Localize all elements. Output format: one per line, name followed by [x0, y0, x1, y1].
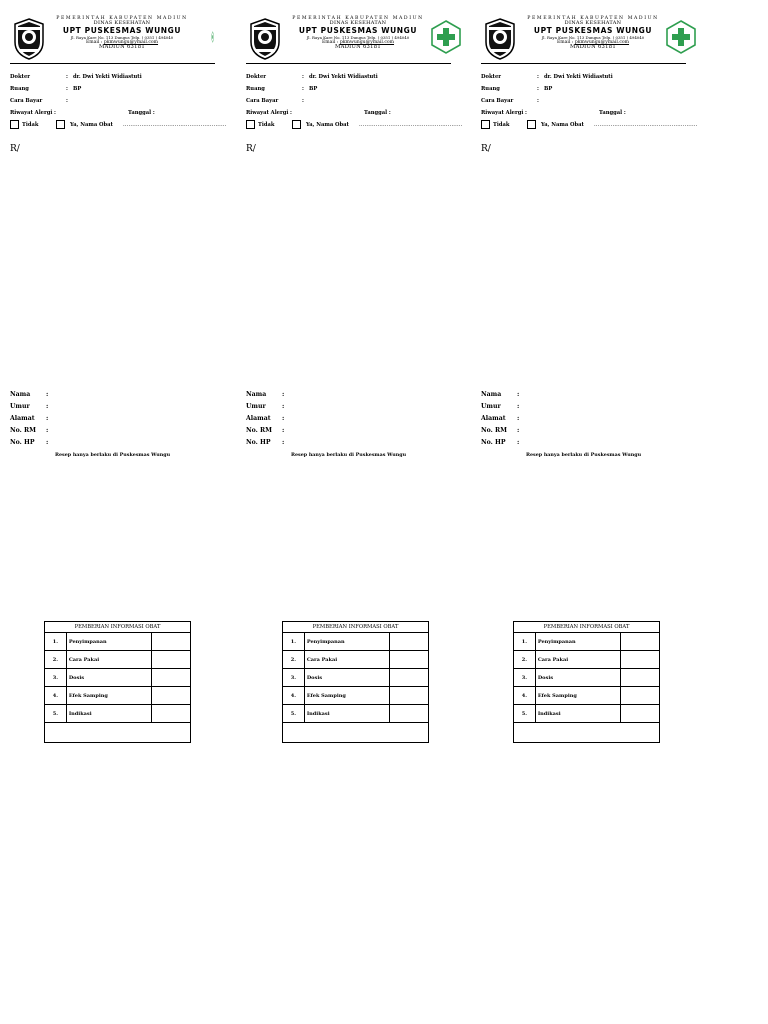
- clinic-city: MADIUN 63181: [335, 44, 381, 51]
- prescription-fields: [246, 74, 461, 134]
- prescription-slip-2: [246, 0, 461, 470]
- umur-label: Umur: [481, 403, 501, 410]
- drug-info-title: PEMBERIAN INFORMASI OBAT: [283, 622, 429, 633]
- colon: :: [46, 403, 49, 410]
- tanggal-label: Tanggal :: [364, 110, 391, 116]
- clinic-name: UPT PUSKESMAS WUNGU: [533, 26, 653, 36]
- colon: :: [282, 415, 285, 422]
- colon: :: [302, 86, 304, 92]
- tidak-label: Tidak: [22, 122, 39, 128]
- colon: :: [66, 98, 68, 104]
- check-cell[interactable]: [621, 705, 660, 723]
- signature-cell[interactable]: [514, 723, 660, 743]
- letterhead-text: [519, 16, 667, 51]
- no-rm-label: No. RM: [10, 427, 36, 434]
- info-item-indikasi: Indikasi: [304, 705, 390, 723]
- ruang-value: BP: [309, 86, 318, 92]
- clinic-city: MADIUN 63181: [570, 44, 616, 51]
- ruang-label: Ruang: [246, 86, 265, 92]
- info-item-cara-pakai: Cara Pakai: [66, 651, 152, 669]
- dokter-row: [481, 74, 696, 86]
- ya-checkbox[interactable]: [527, 120, 536, 129]
- riwayat-alergi-label: Riwayat Alergi: [246, 110, 289, 116]
- ruang-value: BP: [544, 86, 553, 92]
- info-item-penyimpanan: Penyimpanan: [535, 633, 621, 651]
- colon: :: [290, 110, 292, 116]
- riwayat-alergi-row: [481, 110, 696, 122]
- info-item-penyimpanan: Penyimpanan: [66, 633, 152, 651]
- check-cell[interactable]: [152, 651, 191, 669]
- letterhead: [481, 16, 686, 64]
- validity-note: Resep hanya berlaku di Puskesmas Wungu: [526, 452, 642, 458]
- no-rm-label: No. RM: [246, 427, 272, 434]
- ya-label: Ya, Nama Obat: [70, 122, 113, 128]
- patient-fields: [246, 391, 461, 451]
- nama-label: Nama: [246, 391, 267, 398]
- email-label: Email :: [85, 40, 104, 46]
- check-cell[interactable]: [152, 705, 191, 723]
- item-number: 2.: [45, 651, 67, 669]
- colon: :: [46, 427, 49, 434]
- colon: :: [537, 74, 539, 80]
- letterhead-text: [48, 16, 196, 51]
- ya-checkbox[interactable]: [56, 120, 65, 129]
- ruang-label: Ruang: [10, 86, 29, 92]
- letterhead-text: [284, 16, 432, 51]
- puskesmas-cross-icon: [211, 20, 221, 54]
- item-number: 2.: [514, 651, 536, 669]
- allergy-choice-row: [481, 122, 696, 134]
- colon: :: [66, 86, 68, 92]
- ya-label: Ya, Nama Obat: [306, 122, 349, 128]
- email-label: Email :: [556, 40, 575, 46]
- item-number: 5.: [283, 705, 305, 723]
- tidak-checkbox[interactable]: [10, 120, 19, 129]
- email-label: Email :: [321, 40, 340, 46]
- no-hp-label: No. HP: [246, 439, 271, 446]
- validity-note: Resep hanya berlaku di Puskesmas Wungu: [291, 452, 407, 458]
- validity-note: Resep hanya berlaku di Puskesmas Wungu: [55, 452, 171, 458]
- check-cell[interactable]: [152, 669, 191, 687]
- ruang-row: [10, 86, 225, 98]
- item-number: 2.: [283, 651, 305, 669]
- umur-label: Umur: [10, 403, 30, 410]
- colon: :: [46, 415, 49, 422]
- tanggal-label: Tanggal :: [128, 110, 155, 116]
- clinic-address: Jl. Raya Kare No. 113 Dungus Telp. ( 0351 ) 494040: [541, 34, 645, 40]
- colon: :: [302, 98, 304, 104]
- colon: :: [282, 439, 285, 446]
- no-hp-label: No. HP: [481, 439, 506, 446]
- info-item-indikasi: Indikasi: [535, 705, 621, 723]
- check-cell[interactable]: [621, 633, 660, 651]
- prescription-slip-1: [10, 0, 225, 470]
- umur-label: Umur: [246, 403, 266, 410]
- colon: :: [46, 391, 49, 398]
- dokter-value: dr. Dwi Yekti Widiastuti: [309, 74, 378, 80]
- dokter-label: Dokter: [246, 74, 266, 80]
- dokter-label: Dokter: [10, 74, 30, 80]
- colon: :: [302, 74, 304, 80]
- drug-name-line: ........................................................: [594, 122, 698, 128]
- drug-info-table-2: [282, 621, 429, 743]
- dokter-row: [10, 74, 225, 86]
- item-number: 5.: [514, 705, 536, 723]
- rx-symbol: R/: [246, 144, 256, 154]
- colon: :: [517, 403, 520, 410]
- allergy-choice-row: [10, 122, 225, 134]
- ruang-label: Ruang: [481, 86, 500, 92]
- colon: :: [517, 439, 520, 446]
- prescription-slip-3: [481, 0, 696, 470]
- department-name: DINAS KESEHATAN: [564, 20, 622, 27]
- signature-cell[interactable]: [283, 723, 429, 743]
- tanggal-label: Tanggal :: [599, 110, 626, 116]
- alamat-label: Alamat: [10, 415, 35, 422]
- check-cell[interactable]: [621, 669, 660, 687]
- header-rule: [246, 63, 451, 64]
- colon: :: [46, 439, 49, 446]
- check-cell[interactable]: [152, 687, 191, 705]
- colon: :: [282, 391, 285, 398]
- nama-label: Nama: [481, 391, 502, 398]
- clinic-name: UPT PUSKESMAS WUNGU: [298, 26, 418, 36]
- regency-emblem-icon: [12, 18, 46, 60]
- government-name: PEMERINTAH KABUPATEN MADIUN: [527, 16, 659, 21]
- government-name: PEMERINTAH KABUPATEN MADIUN: [292, 16, 424, 21]
- signature-cell[interactable]: [45, 723, 191, 743]
- check-cell[interactable]: [152, 633, 191, 651]
- item-number: 5.: [45, 705, 67, 723]
- no-rm-label: No. RM: [481, 427, 507, 434]
- riwayat-alergi-row: [246, 110, 461, 122]
- cara-bayar-label: Cara Bayar: [10, 98, 43, 104]
- prescription-fields: [481, 74, 696, 134]
- colon: :: [282, 427, 285, 434]
- dokter-row: [246, 74, 461, 86]
- item-number: 4.: [45, 687, 67, 705]
- clinic-address: Jl. Raya Kare No. 113 Dungus Telp. ( 0351 ) 494040: [70, 34, 174, 40]
- colon: :: [66, 74, 68, 80]
- item-number: 1.: [514, 633, 536, 651]
- check-cell[interactable]: [621, 687, 660, 705]
- dokter-value: dr. Dwi Yekti Widiastuti: [544, 74, 613, 80]
- email-link[interactable]: pkmwungu@ymail.com: [339, 40, 395, 46]
- colon: :: [517, 427, 520, 434]
- ruang-row: [246, 86, 461, 98]
- drug-info-table-1: [44, 621, 191, 743]
- info-item-efek-samping: Efek Samping: [66, 687, 152, 705]
- allergy-choice-row: [246, 122, 461, 134]
- drug-info-title: PEMBERIAN INFORMASI OBAT: [514, 622, 660, 633]
- dokter-label: Dokter: [481, 74, 501, 80]
- rx-symbol: R/: [10, 144, 20, 154]
- tidak-label: Tidak: [258, 122, 275, 128]
- patient-fields: [481, 391, 696, 451]
- info-item-penyimpanan: Penyimpanan: [304, 633, 390, 651]
- item-number: 4.: [514, 687, 536, 705]
- item-number: 3.: [514, 669, 536, 687]
- regency-emblem-icon: [248, 18, 282, 60]
- check-cell[interactable]: [390, 687, 429, 705]
- item-number: 1.: [283, 633, 305, 651]
- cara-bayar-label: Cara Bayar: [246, 98, 279, 104]
- department-name: DINAS KESEHATAN: [93, 20, 151, 27]
- no-hp-label: No. HP: [10, 439, 35, 446]
- drug-info-title: PEMBERIAN INFORMASI OBAT: [45, 622, 191, 633]
- info-item-efek-samping: Efek Samping: [535, 687, 621, 705]
- info-item-dosis: Dosis: [66, 669, 152, 687]
- colon: :: [537, 86, 539, 92]
- item-number: 4.: [283, 687, 305, 705]
- header-rule: [481, 63, 686, 64]
- drug-info-table-3: [513, 621, 660, 743]
- clinic-name: UPT PUSKESMAS WUNGU: [62, 26, 182, 36]
- nama-label: Nama: [10, 391, 31, 398]
- info-item-cara-pakai: Cara Pakai: [304, 651, 390, 669]
- letterhead: [10, 16, 215, 64]
- email-link[interactable]: pkmwungu@ymail.com: [103, 40, 159, 46]
- info-item-cara-pakai: Cara Pakai: [535, 651, 621, 669]
- clinic-address: Jl. Raya Kare No. 113 Dungus Telp. ( 0351 ) 494040: [306, 34, 410, 40]
- drug-name-line: ........................................................: [123, 122, 227, 128]
- ruang-row: [481, 86, 696, 98]
- email-link[interactable]: pkmwungu@ymail.com: [574, 40, 630, 46]
- colon: :: [525, 110, 527, 116]
- department-name: DINAS KESEHATAN: [329, 20, 387, 27]
- riwayat-alergi-row: [10, 110, 225, 122]
- info-item-indikasi: Indikasi: [66, 705, 152, 723]
- tidak-checkbox[interactable]: [246, 120, 255, 129]
- item-number: 1.: [45, 633, 67, 651]
- colon: :: [537, 98, 539, 104]
- drug-name-line: ........................................................: [359, 122, 463, 128]
- check-cell[interactable]: [390, 633, 429, 651]
- rx-symbol: R/: [481, 144, 491, 154]
- dokter-value: dr. Dwi Yekti Widiastuti: [73, 74, 142, 80]
- info-item-efek-samping: Efek Samping: [304, 687, 390, 705]
- colon: :: [517, 415, 520, 422]
- patient-fields: [10, 391, 225, 451]
- tidak-label: Tidak: [493, 122, 510, 128]
- check-cell[interactable]: [621, 651, 660, 669]
- ruang-value: BP: [73, 86, 82, 92]
- info-item-dosis: Dosis: [304, 669, 390, 687]
- colon: :: [517, 391, 520, 398]
- tidak-checkbox[interactable]: [481, 120, 490, 129]
- ya-label: Ya, Nama Obat: [541, 122, 584, 128]
- item-number: 3.: [283, 669, 305, 687]
- colon: :: [54, 110, 56, 116]
- letterhead: [246, 16, 451, 64]
- cara-bayar-row: [481, 98, 696, 110]
- prescription-fields: [10, 74, 225, 134]
- riwayat-alergi-label: Riwayat Alergi: [10, 110, 53, 116]
- check-cell[interactable]: [390, 651, 429, 669]
- government-name: PEMERINTAH KABUPATEN MADIUN: [56, 16, 188, 21]
- alamat-label: Alamat: [246, 415, 271, 422]
- riwayat-alergi-label: Riwayat Alergi: [481, 110, 524, 116]
- clinic-city: MADIUN 63181: [99, 44, 145, 51]
- regency-emblem-icon: [483, 18, 517, 60]
- alamat-label: Alamat: [481, 415, 506, 422]
- header-rule: [10, 63, 215, 64]
- ya-checkbox[interactable]: [292, 120, 301, 129]
- check-cell[interactable]: [390, 705, 429, 723]
- puskesmas-cross-icon: [666, 20, 696, 54]
- item-number: 3.: [45, 669, 67, 687]
- info-item-dosis: Dosis: [535, 669, 621, 687]
- cara-bayar-label: Cara Bayar: [481, 98, 514, 104]
- colon: :: [282, 403, 285, 410]
- cara-bayar-row: [10, 98, 225, 110]
- puskesmas-cross-icon: [431, 20, 461, 54]
- cara-bayar-row: [246, 98, 461, 110]
- check-cell[interactable]: [390, 669, 429, 687]
